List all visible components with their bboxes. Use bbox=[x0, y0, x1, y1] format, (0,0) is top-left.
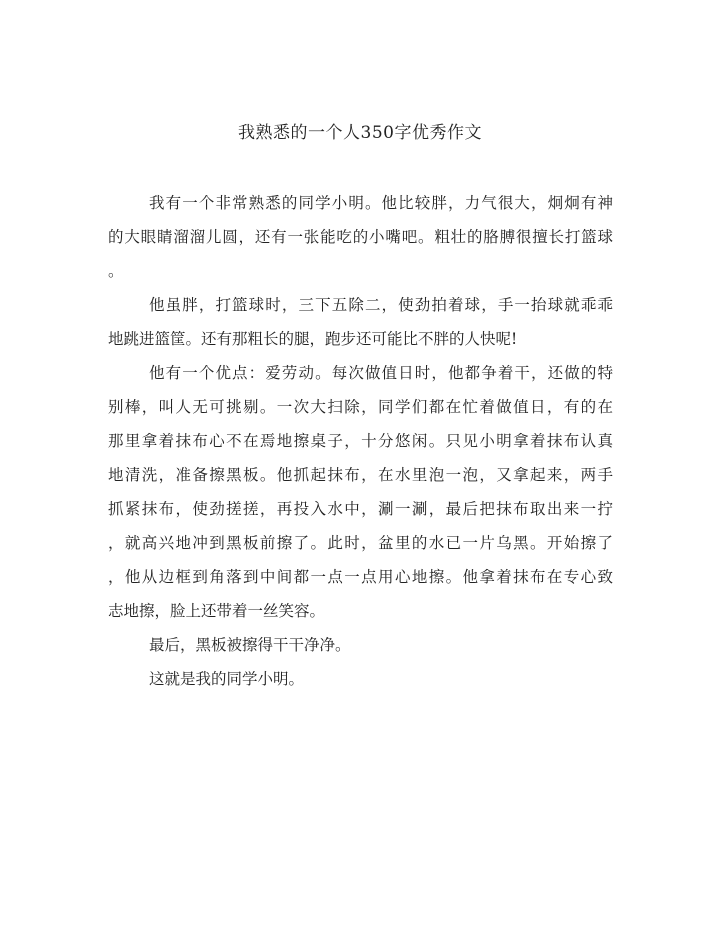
text-line: 地跳进篮筐。还有那粗长的腿，跑步还可能比不胖的人快呢! bbox=[108, 330, 518, 348]
text-line: ，他从边框到角落到中间都一点一点用心地擦。他拿着抹布在专心致 bbox=[108, 568, 613, 586]
text-line: 。 bbox=[108, 262, 124, 280]
text-line: 他有一个优点：爱劳动。每次做值日时，他都争着干，还做的特 bbox=[149, 364, 613, 382]
text-line: 的大眼睛溜溜儿圆，还有一张能吃的小嘴吧。粗壮的胳膊很擅长打篮球 bbox=[108, 228, 613, 246]
text-line: 志地擦，脸上还带着一丝笑容。 bbox=[108, 602, 326, 620]
text-line: ，就高兴地冲到黑板前擦了。此时，盆里的水已一片乌黑。开始擦了 bbox=[108, 534, 613, 552]
text-line: 最后，黑板被擦得干干净净。 bbox=[149, 636, 351, 654]
text-line: 别棒，叫人无可挑剔。一次大扫除，同学们都在忙着做值日，有的在 bbox=[108, 398, 613, 416]
text-line: 这就是我的同学小明。 bbox=[149, 670, 305, 688]
text-line: 我有一个非常熟悉的同学小明。他比较胖，力气很大，炯炯有神 bbox=[149, 194, 613, 212]
text-line: 那里拿着抹布心不在焉地擦桌子，十分悠闲。只见小明拿着抹布认真 bbox=[108, 432, 613, 450]
essay-body bbox=[108, 186, 613, 696]
essay-title: 我熟悉的一个人350字优秀作文 bbox=[238, 123, 482, 143]
text-line: 抓紧抹布，使劲搓搓，再投入水中，涮一涮，最后把抹布取出来一拧 bbox=[108, 500, 613, 518]
text-line: 他虽胖，打篮球时，三下五除二，使劲拍着球，手一抬球就乖乖 bbox=[149, 296, 613, 314]
text-line: 地清洗，准备擦黑板。他抓起抹布，在水里泡一泡，又拿起来，两手 bbox=[108, 466, 613, 484]
